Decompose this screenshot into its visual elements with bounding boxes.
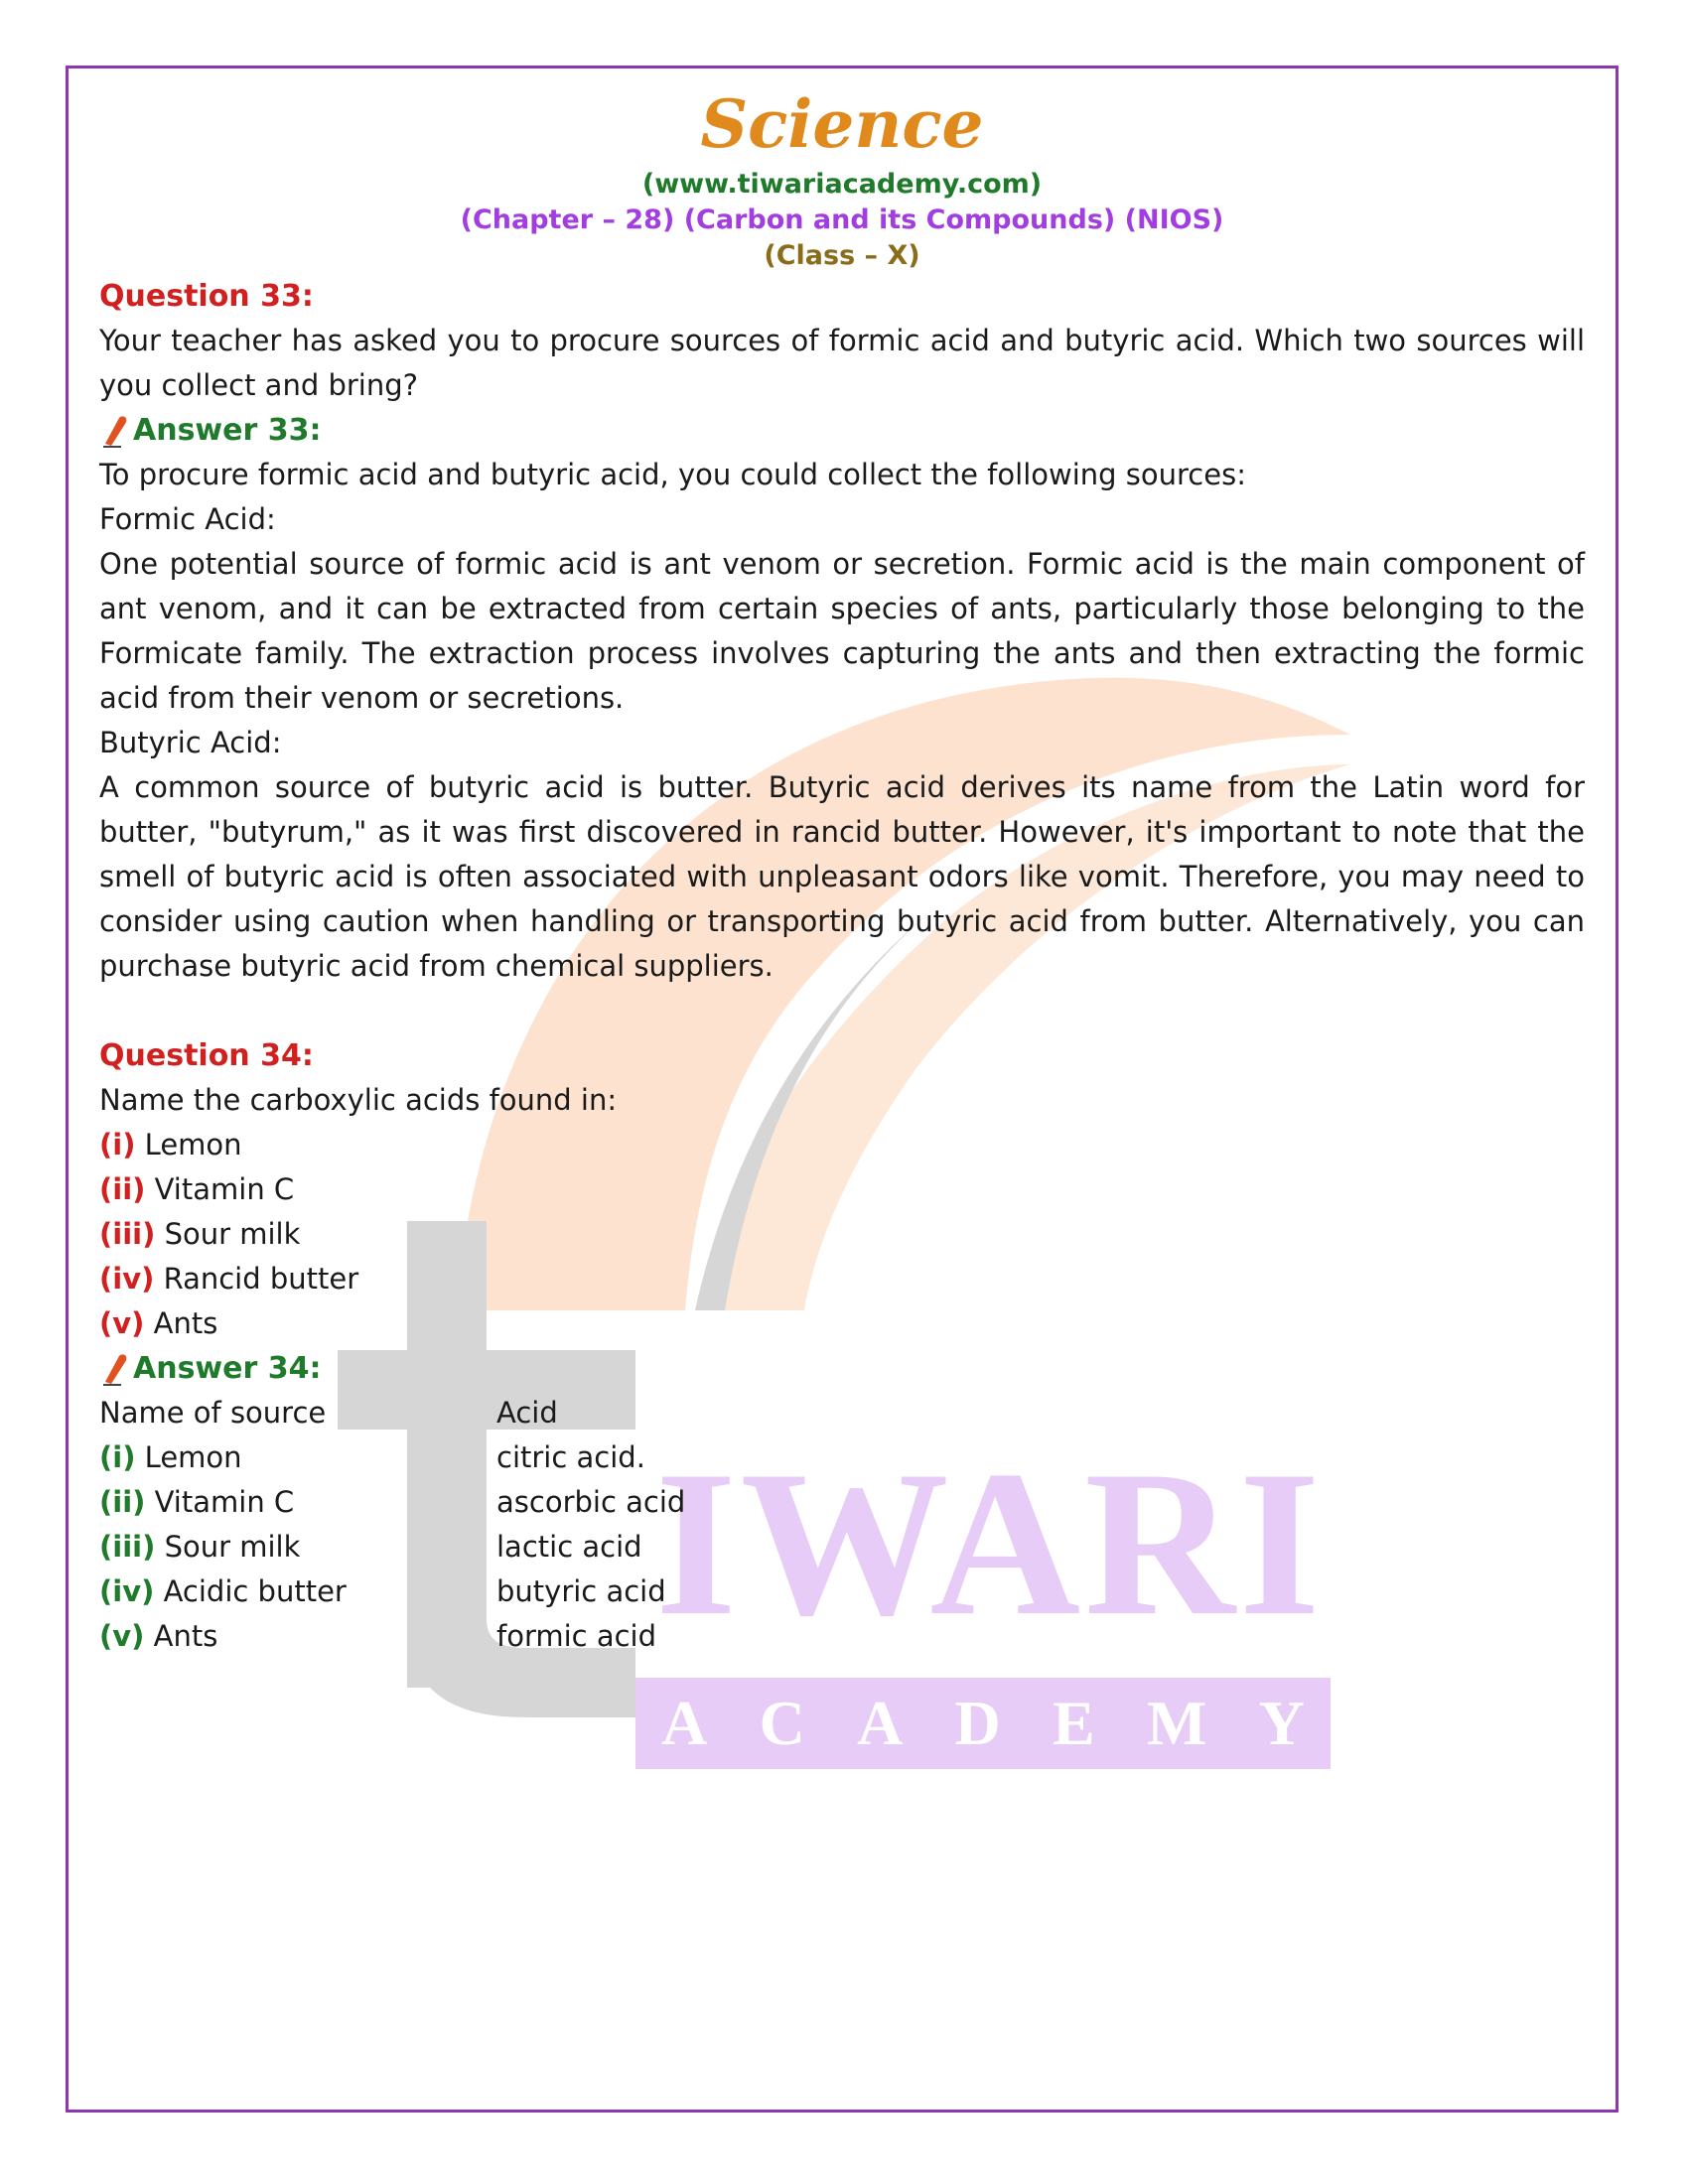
watermark-letter: Y — [1258, 1688, 1305, 1758]
list-item: (iv) Rancid butter — [99, 1262, 359, 1296]
page-header — [99, 85, 1585, 274]
table-row: (v) Ants formic acid — [99, 1619, 657, 1653]
watermark-word: IWARI — [655, 1429, 1325, 1659]
question-33-text: Your teacher has asked you to procure sources of formic acid and butyric acid. Which two sources will you collect and bring? — [99, 324, 1585, 402]
watermark-letter: C — [759, 1688, 805, 1758]
watermark-letter: D — [954, 1688, 1001, 1758]
table-row: (i) Lemon citric acid. — [99, 1440, 645, 1474]
list-item: (i) Lemon — [99, 1128, 242, 1161]
butyric-acid-text: A common source of butyric acid is butter. Butyric acid derives its name from the Latin word for butter, "butyrum," as it was first discovered in rancid butter. However, it's important to note that the smell of butyric acid is often associated with unpleasant odors like vomit. Therefore, you may need to consider using caution when handling or transporting butyric acid from butter. Alternatively, you can purchase butyric acid from chemical suppliers. — [99, 770, 1585, 983]
page-content — [99, 85, 1585, 1659]
answer-33-label: Answer 33: — [99, 408, 1585, 453]
answer-table-header — [99, 1391, 1585, 1435]
table-row: (iii) Sour milk lactic acid — [99, 1530, 642, 1564]
watermark-letter: A — [661, 1688, 708, 1758]
acid-column-header: Acid — [496, 1396, 558, 1430]
list-item: (ii) Vitamin C — [99, 1172, 295, 1206]
watermark-band — [635, 1678, 1331, 1769]
butyric-acid-heading: Butyric Acid: — [99, 726, 282, 759]
list-item: (v) Ants — [99, 1306, 218, 1340]
formic-acid-text: One potential source of formic acid is ant venom or secretion. Formic acid is the main component of ant venom, and it can be extracted from certain species of ants, particularly those belonging to the Formicate family. The extraction process involves capturing the ants and then extracting the formic acid from their venom or secretions. — [99, 547, 1585, 715]
answer-33-intro: To procure formic acid and butyric acid, you could collect the following sources: — [99, 458, 1246, 491]
table-row: (iv) Acidic butter butyric acid — [99, 1574, 666, 1608]
watermark-letter: A — [857, 1688, 904, 1758]
question-34-label: Question 34: — [99, 1038, 314, 1073]
chapter-heading: (Chapter – 28) (Carbon and its Compounds) (NIOS) — [460, 205, 1224, 235]
question-33-label: Question 33: — [99, 279, 314, 314]
page-title: Science — [700, 85, 984, 163]
table-row: (ii) Vitamin C ascorbic acid — [99, 1485, 686, 1519]
pen-icon — [99, 1352, 129, 1386]
class-heading: (Class – X) — [764, 240, 920, 271]
question-34-text: Name the carboxylic acids found in: — [99, 1083, 618, 1117]
formic-acid-heading: Formic Acid: — [99, 502, 276, 536]
pen-icon — [99, 414, 129, 448]
watermark-letter: M — [1146, 1688, 1207, 1758]
answer-34-label: Answer 34: — [99, 1346, 1585, 1391]
website-link[interactable]: (www.tiwariacademy.com) — [641, 169, 1043, 200]
watermark-letter: E — [1053, 1688, 1095, 1758]
source-column-header: Name of source — [99, 1396, 327, 1430]
list-item: (iii) Sour milk — [99, 1217, 301, 1251]
